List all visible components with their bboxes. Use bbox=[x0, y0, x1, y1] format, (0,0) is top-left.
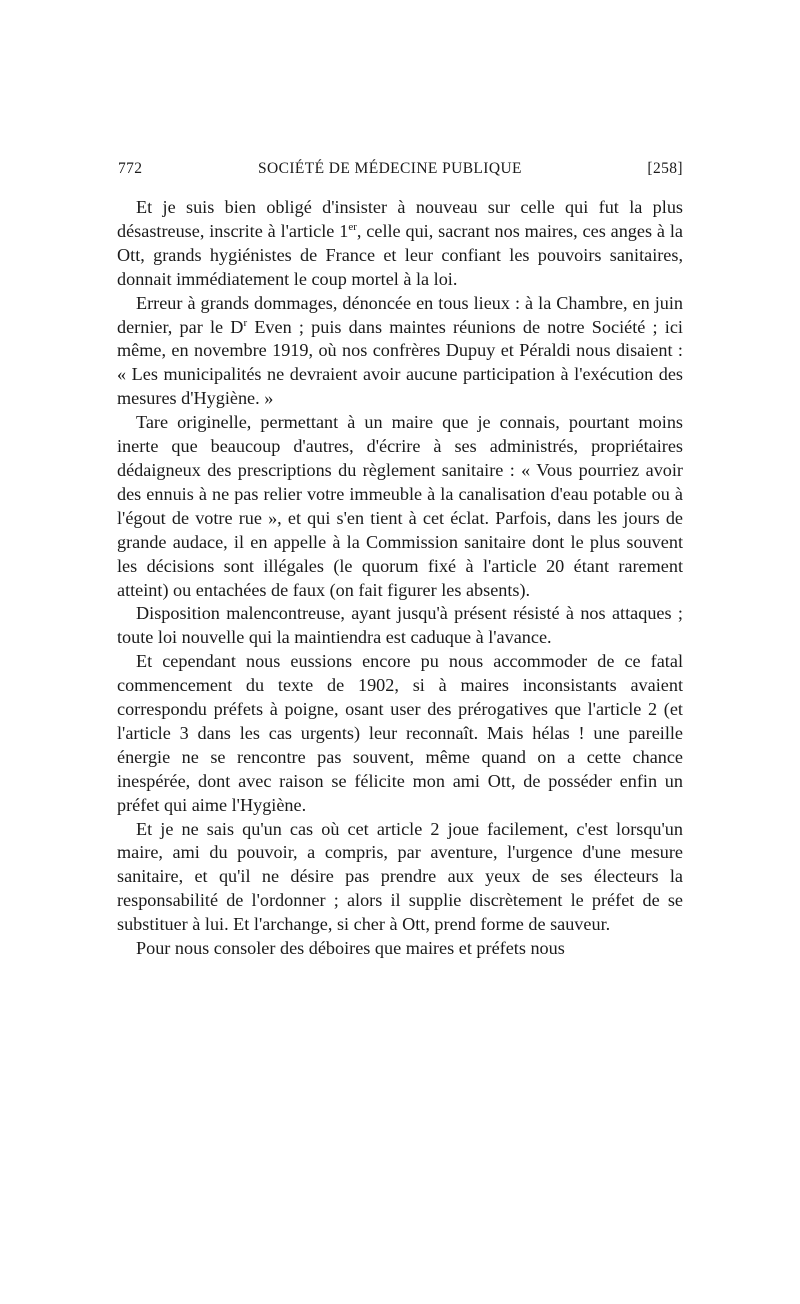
paragraph-text: , celle qui, sacrant nos maires, ces anges à la Ott, grands hygiénistes de France et leur confiant les pouvoirs sanitaires, donnait immédiatement le coup mortel à la loi. bbox=[117, 220, 683, 289]
title-superscript: r bbox=[243, 316, 248, 329]
paragraph-text: Even ; puis dans maintes réunions de notre Société ; ici même, en novembre 1919, où nos confrères Dupuy et Péraldi nous disaient : « Les municipalités ne devraient avoir aucune participation à l'exécution des mesures d'Hygiène. » bbox=[117, 316, 683, 409]
paragraph-6: Et je ne sais qu'un cas où cet article 2 joue facilement, c'est lorsqu'un maire, ami du pouvoir, a compris, par aventure, l'urgence d'une mesure sanitaire, et qu'il ne désire pas prendre aux yeux de ses électeurs la responsabilité de l'ordonner ; alors il supplie discrètement le préfet de se substituer à lui. Et l'archange, si cher à Ott, prend forme de sauveur. bbox=[117, 818, 683, 935]
paragraph-3: Tare originelle, permettant à un maire que je connais, pourtant moins inerte que beaucoup d'autres, d'écrire à ses administrés, propriétaires dédaigneux des prescriptions du règlement sanitaire : « Vous pourriez avoir des ennuis à ne pas relier votre immeuble à la canalisation d'eau potable ou à l'égout de votre rue », et qui s'en tient à cet éclat. Parfois, dans les jours de grande audace, il en appelle à la Commission sanitaire dont le plus souvent les décisions sont illégales (le quorum fixé à l'article 20 étant rarement atteint) ou entachées de faux (on fait figurer les absents). bbox=[117, 412, 683, 600]
running-head bbox=[118, 160, 683, 182]
paragraph-7: Pour nous consoler des déboires que maires et préfets nous bbox=[136, 938, 565, 959]
paragraph-text: Et je suis bien obligé d'insister à nouveau sur celle qui fut la plus désastreuse, inscrite à l'article 1 bbox=[117, 197, 683, 241]
paragraph-4: Disposition malencontreuse, ayant jusqu'à présent résisté à nos attaques ; toute loi nouvelle qui la maintiendra est caduque à l'avance. bbox=[117, 603, 683, 648]
journal-title: SOCIÉTÉ DE MÉDECINE PUBLIQUE bbox=[258, 160, 522, 177]
page-number: 772 bbox=[118, 160, 143, 177]
paragraph-5: Et cependant nous eussions encore pu nous accommoder de ce fatal commencement du texte de 1902, si à maires inconsistants avaient correspondu préfets à poigne, osant user des prérogatives que l'article 2 (et l'article 3 dans les cas urgents) leur reconnaît. Mais hélas ! une pareille énergie ne se rencontre pas souvent, même quand on a cette chance inespérée, dont avec raison se félicite mon ami Ott, de posséder enfin un préfet qui aime l'Hygiène. bbox=[117, 651, 683, 815]
bracketed-page-number: [258] bbox=[647, 160, 683, 177]
body-text bbox=[117, 196, 683, 961]
paragraph-2 bbox=[117, 292, 683, 412]
paragraph-text: Erreur à grands dommages, dénoncée en tous lieux : à la Chambre, en juin dernier, par le D bbox=[117, 292, 683, 337]
ordinal-superscript: er bbox=[348, 220, 357, 233]
paragraph-1 bbox=[117, 196, 683, 292]
